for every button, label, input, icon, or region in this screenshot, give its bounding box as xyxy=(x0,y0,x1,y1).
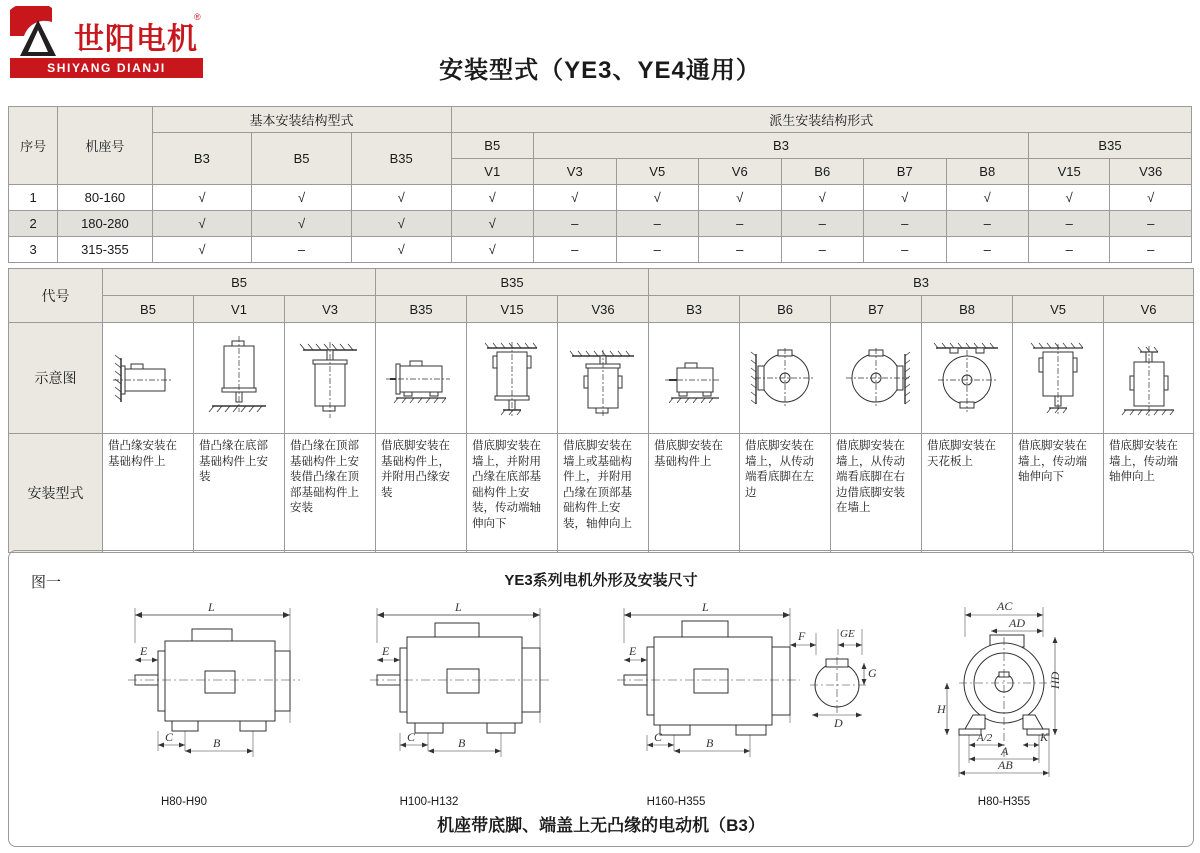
svg-text:B: B xyxy=(458,736,466,750)
svg-text:E: E xyxy=(382,644,390,658)
schematic-b5 xyxy=(103,323,194,434)
svg-text:C: C xyxy=(165,730,174,744)
cell-mark: – xyxy=(616,237,699,263)
description-v1: 借凸缘在底部基础构件上安装 xyxy=(194,434,285,553)
cell-mark: – xyxy=(534,211,617,237)
header-col-v6: V6 xyxy=(699,159,782,185)
logo-registered-mark: ® xyxy=(194,12,201,22)
schematic-v6 xyxy=(1104,323,1194,434)
header-col-v5: V5 xyxy=(616,159,699,185)
header-derived-sub-b3: B3 xyxy=(534,133,1029,159)
schematic-v3 xyxy=(285,323,376,434)
logo-text-cn: 世阳电机 xyxy=(74,23,198,56)
svg-text:HD: HD xyxy=(1048,671,1062,689)
cell-seq: 3 xyxy=(9,237,58,263)
schematic-v1 xyxy=(194,323,285,434)
svg-text:A: A xyxy=(1001,744,1009,758)
description-v5: 借底脚安装在墙上，传动端轴伸向下 xyxy=(1013,434,1104,553)
header-basic-b5: B5 xyxy=(252,133,352,185)
table-row xyxy=(9,211,1192,237)
header-col-v15: V15 xyxy=(1029,159,1110,185)
code-v3: V3 xyxy=(285,296,376,323)
schematic-description-row xyxy=(9,434,1194,553)
schematic-b8 xyxy=(922,323,1013,434)
schematic-b6 xyxy=(740,323,831,434)
code-b7: B7 xyxy=(831,296,922,323)
svg-text:K: K xyxy=(1040,730,1049,744)
cell-mark: – xyxy=(699,237,782,263)
code-v1: V1 xyxy=(194,296,285,323)
group-label-b35: B35 xyxy=(376,269,649,296)
figure-sublabel-1: H80-H90 xyxy=(160,796,208,808)
figure-title: YE3系列电机外形及安装尺寸 xyxy=(504,572,698,589)
cell-mark: √ xyxy=(534,185,617,211)
page-title: 安装型式（YE3、YE4通用） xyxy=(439,57,761,84)
table-header-row-2 xyxy=(9,133,1192,159)
description-b5: 借凸缘安装在基础构件上 xyxy=(103,434,194,553)
row-label-mount-type: 安装型式 xyxy=(9,434,103,553)
cell-mark: – xyxy=(864,211,947,237)
cell-mark: √ xyxy=(781,185,864,211)
cell-mark: √ xyxy=(616,185,699,211)
code-b35: B35 xyxy=(376,296,467,323)
cell-frame: 315-355 xyxy=(58,237,152,263)
cell-mark: √ xyxy=(252,185,352,211)
svg-text:B: B xyxy=(213,736,221,750)
svg-text:H: H xyxy=(937,702,946,716)
cell-mark: √ xyxy=(152,237,252,263)
cell-mark: – xyxy=(1110,237,1192,263)
figure-caption: 机座带底脚、端盖上无凸缘的电动机（B3） xyxy=(437,816,765,835)
description-b6: 借底脚安装在墙上，从传动端看底脚在左边 xyxy=(740,434,831,553)
header-basic-b35: B35 xyxy=(351,133,451,185)
figure-sublabel-2: H100-H132 xyxy=(399,796,459,808)
svg-text:E: E xyxy=(140,644,148,658)
svg-text:E: E xyxy=(629,644,637,658)
svg-text:AC: AC xyxy=(997,599,1013,613)
table-row xyxy=(9,237,1192,263)
cell-mark: – xyxy=(781,211,864,237)
svg-text:G: G xyxy=(868,666,877,680)
cell-frame: 80-160 xyxy=(58,185,152,211)
cell-mark: √ xyxy=(152,185,252,211)
figure-sublabel-4: H80-H355 xyxy=(977,796,1031,808)
svg-text:L: L xyxy=(702,600,709,614)
schematic-v36 xyxy=(558,323,649,434)
cell-mark: √ xyxy=(351,185,451,211)
cell-mark: √ xyxy=(451,185,534,211)
schematic-image-row xyxy=(9,323,1194,434)
table-header-row-1 xyxy=(9,107,1192,133)
figure-sublabel-3: H160-H355 xyxy=(646,796,706,808)
cell-mark: √ xyxy=(864,185,947,211)
figure-tag: 图一 xyxy=(31,574,62,591)
schematic-group-row xyxy=(9,269,1194,296)
header-basic-group: 基本安装结构型式 xyxy=(152,107,451,133)
cell-mark: – xyxy=(864,237,947,263)
header-col-b6: B6 xyxy=(781,159,864,185)
svg-text:GE: GE xyxy=(840,628,855,640)
header-basic-b3: B3 xyxy=(152,133,252,185)
group-label-b3: B3 xyxy=(649,269,1194,296)
schematic-v15 xyxy=(467,323,558,434)
description-v36: 借底脚安装在墙上或基础构件上，并附用凸缘在顶部基础构件上安装，轴伸向上 xyxy=(558,434,649,553)
cell-mark: √ xyxy=(451,211,534,237)
header-seq: 序号 xyxy=(9,107,58,185)
row-label-code: 代号 xyxy=(9,269,103,323)
cell-mark: – xyxy=(699,211,782,237)
code-b6: B6 xyxy=(740,296,831,323)
cell-mark: √ xyxy=(1029,185,1110,211)
cell-mark: √ xyxy=(946,185,1029,211)
page-header xyxy=(0,0,1200,96)
svg-text:C: C xyxy=(654,730,663,744)
header-derived-sub-b35: B35 xyxy=(1029,133,1192,159)
svg-text:C: C xyxy=(407,730,416,744)
cell-seq: 1 xyxy=(9,185,58,211)
code-b5: B5 xyxy=(103,296,194,323)
logo-text-en: SHIYANG DIANJI xyxy=(10,58,203,78)
cell-mark: – xyxy=(1110,211,1192,237)
cell-mark: √ xyxy=(351,211,451,237)
svg-text:F: F xyxy=(798,629,806,643)
svg-text:L: L xyxy=(455,600,462,614)
cell-mark: √ xyxy=(351,237,451,263)
code-v36: V36 xyxy=(558,296,649,323)
svg-text:A/2: A/2 xyxy=(977,732,993,744)
cell-mark: – xyxy=(946,211,1029,237)
code-b8: B8 xyxy=(922,296,1013,323)
cell-mark: – xyxy=(1029,237,1110,263)
svg-text:B: B xyxy=(706,736,714,750)
svg-text:L: L xyxy=(208,600,215,614)
cell-mark: – xyxy=(616,211,699,237)
description-v6: 借底脚安装在墙上，传动端轴伸向上 xyxy=(1104,434,1194,553)
header-col-b7: B7 xyxy=(864,159,947,185)
cell-mark: √ xyxy=(699,185,782,211)
cell-mark: √ xyxy=(451,237,534,263)
cell-frame: 180-280 xyxy=(58,211,152,237)
cell-mark: – xyxy=(781,237,864,263)
code-v6: V6 xyxy=(1104,296,1194,323)
schematic-b3 xyxy=(649,323,740,434)
header-frame: 机座号 xyxy=(58,107,152,185)
schematic-b35 xyxy=(376,323,467,434)
cell-mark: √ xyxy=(152,211,252,237)
header-col-v1: V1 xyxy=(451,159,534,185)
cell-mark: – xyxy=(252,237,352,263)
description-b3: 借底脚安装在基础构件上 xyxy=(649,434,740,553)
description-v3: 借凸缘在顶部基础构件上安装借凸缘在顶部基础构件上安装 xyxy=(285,434,376,553)
group-label-b5: B5 xyxy=(103,269,376,296)
code-v5: V5 xyxy=(1013,296,1104,323)
code-v15: V15 xyxy=(467,296,558,323)
cell-mark: – xyxy=(1029,211,1110,237)
cell-mark: √ xyxy=(252,211,352,237)
code-b3: B3 xyxy=(649,296,740,323)
description-b35: 借底脚安装在基础构件上，并附用凸缘安装 xyxy=(376,434,467,553)
header-derived-sub-b5: B5 xyxy=(451,133,534,159)
figure-panel xyxy=(8,550,1194,847)
schematic-code-row xyxy=(9,296,1194,323)
cell-mark: – xyxy=(534,237,617,263)
figure-drawing xyxy=(10,593,1190,808)
description-b8: 借底脚安装在天花板上 xyxy=(922,434,1013,553)
schematic-b7 xyxy=(831,323,922,434)
svg-text:D: D xyxy=(834,716,843,730)
cell-mark: √ xyxy=(1110,185,1192,211)
header-derived-group: 派生安装结构形式 xyxy=(451,107,1192,133)
mounting-availability-table xyxy=(8,106,1192,263)
cell-mark: – xyxy=(946,237,1029,263)
svg-text:AD: AD xyxy=(1009,616,1025,630)
row-label-schematic: 示意图 xyxy=(9,323,103,434)
header-col-v36: V36 xyxy=(1110,159,1192,185)
mounting-schematic-table xyxy=(8,268,1194,553)
cell-seq: 2 xyxy=(9,211,58,237)
schematic-v5 xyxy=(1013,323,1104,434)
header-col-v3: V3 xyxy=(534,159,617,185)
svg-text:AB: AB xyxy=(998,758,1013,772)
description-b7: 借底脚安装在墙上，从传动端看底脚在右边借底脚安装在墙上 xyxy=(831,434,922,553)
header-col-b8: B8 xyxy=(946,159,1029,185)
table-row xyxy=(9,185,1192,211)
description-v15: 借底脚安装在墙上，并附用凸缘在底部基础构件上安装，传动端轴伸向下 xyxy=(467,434,558,553)
